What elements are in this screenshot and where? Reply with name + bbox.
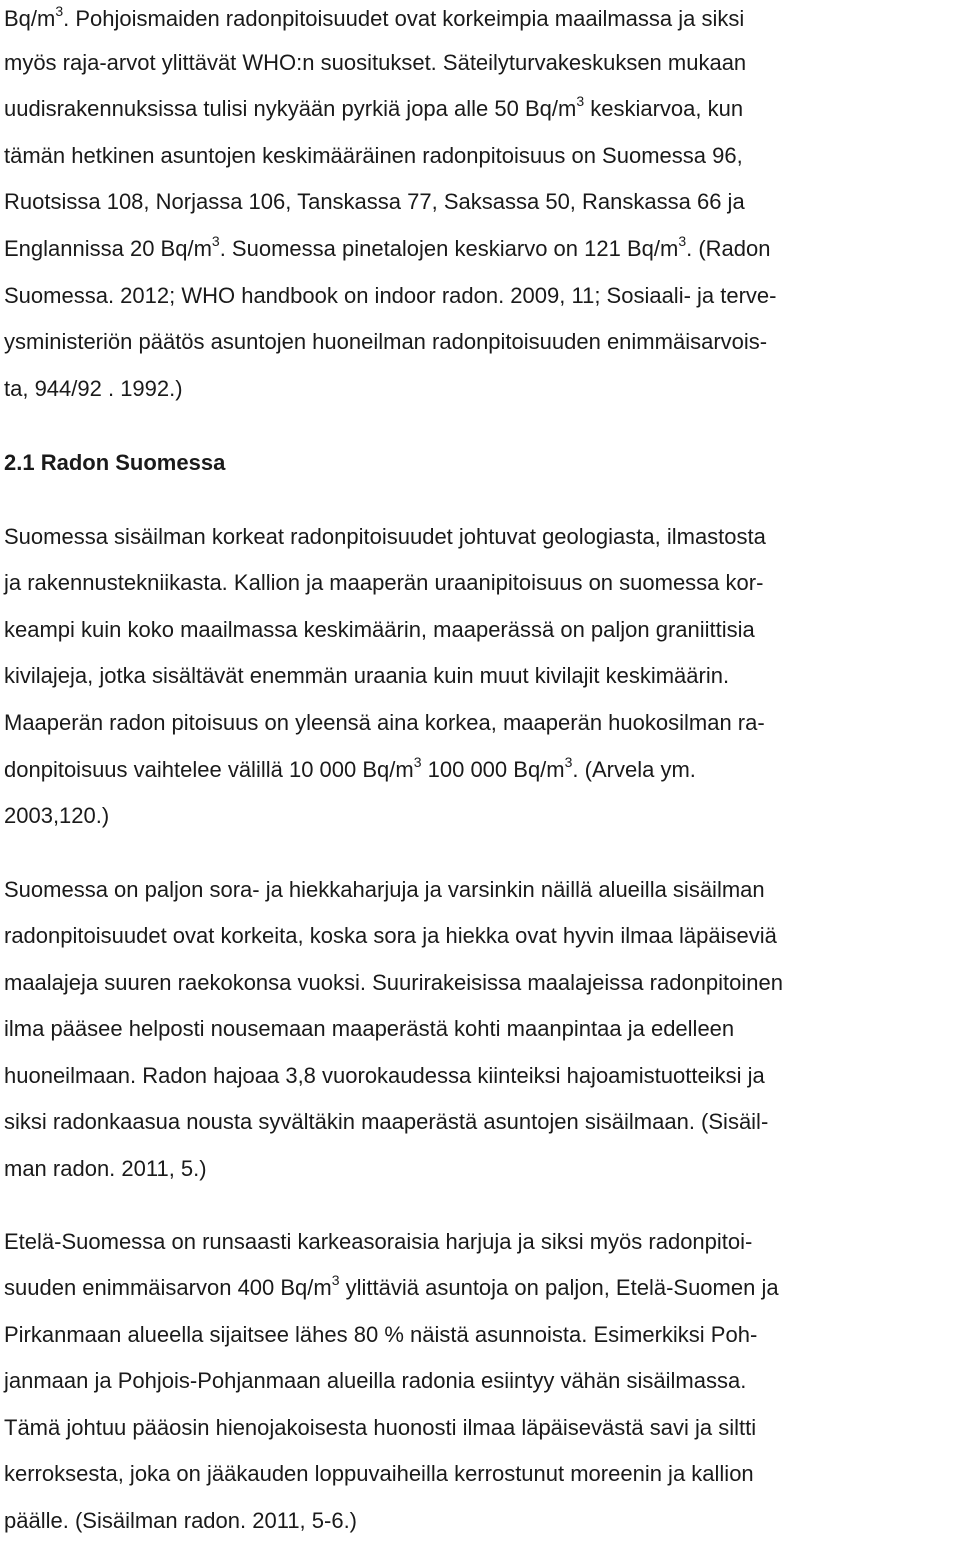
text-line [4,867,765,913]
text-span: kivilajeja, jotka sisältävät enemmän uraania kuin muut kivilajit keskimäärin. [4,663,730,688]
text-line [4,1358,746,1404]
superscript: 3 [413,753,422,770]
text-line [4,1053,765,1099]
text-span: . Pohjoismaiden radonpitoisuudet ovat korkeimpia maailmassa ja siksi [63,6,745,31]
text-line [4,133,743,179]
text-span: Bq/m [4,6,56,31]
text-span: Suomessa. 2012; WHO handbook on indoor radon. 2009, 11; Sosiaali- ja terve- [4,283,777,308]
text-span: myös raja-arvot ylittävät WHO:n suositukset. Säteilyturvakeskuksen mukaan [4,50,747,75]
text-span: janmaan ja Pohjois-Pohjanmaan alueilla radonia esiintyy vähän sisäilmassa. [4,1368,747,1393]
text-span: keskiarvoa, kun [584,96,744,121]
text-line [4,1265,779,1311]
text-line [4,514,766,560]
text-line [4,560,763,606]
text-line [4,226,771,272]
text-span: Maaperän radon pitoisuus on yleensä aina korkea, maaperän huokosilman ra- [4,710,765,735]
text-span: ilma pääsee helposti nousemaan maaperästä kohti maanpintaa ja edelleen [4,1016,735,1041]
text-span: Pirkanmaan alueella sijaitsee lähes 80 % näistä asunnoista. Esimerkiksi Poh- [4,1322,758,1347]
text-span: man radon. 2011, 5.) [4,1156,207,1181]
text-span: siksi radonkaasua nousta syvältäkin maaperästä asuntojen sisäilmaan. (Sisäil- [4,1109,769,1134]
text-line [4,913,777,959]
text-span: radonpitoisuudet ovat korkeita, koska sora ja hiekka ovat hyvin ilmaa läpäiseviä [4,923,777,948]
text-span: maalajeja suuren raekokonsa vuoksi. Suurirakeisissa maalajeissa radonpitoinen [4,970,783,995]
superscript: 3 [55,2,64,19]
text-span: ylittäviä asuntoja on paljon, Etelä-Suomen ja [339,1275,779,1300]
text-line [4,700,765,746]
text-span: suuden enimmäisarvon 400 Bq/m [4,1275,332,1300]
text-span: huoneilmaan. Radon hajoaa 3,8 vuorokaudessa kiinteiksi hajoamistuotteiksi ja [4,1063,765,1088]
text-span: Englannissa 20 Bq/m [4,236,212,261]
text-line [4,179,745,225]
text-line [4,960,783,1006]
text-span: 2003,120.) [4,803,110,828]
text-line [4,273,777,319]
text-line [4,0,744,42]
text-line [4,1405,756,1451]
text-span: tämän hetkinen asuntojen keskimääräinen radonpitoisuus on Suomessa 96, [4,143,743,168]
text-span: kerroksesta, joka on jääkauden loppuvaiheilla kerrostunut moreenin ja kallion [4,1461,754,1486]
text-span: . (Radon [686,236,771,261]
text-span: 100 000 Bq/m [421,757,565,782]
text-line [4,86,743,132]
text-span: donpitoisuus vaihtelee välillä 10 000 Bq/m [4,757,414,782]
text-span: ysministeriön päätös asuntojen huoneilman radonpitoisuuden enimmäisarvois- [4,329,768,354]
text-line [4,1146,207,1192]
text-span: uudisrakennuksissa tulisi nykyään pyrkiä jopa alle 50 Bq/m [4,96,577,121]
text-span: Etelä-Suomessa on runsaasti karkeasoraisia harjuja ja siksi myös radonpitoi- [4,1229,753,1254]
text-span: ja rakennustekniikasta. Kallion ja maaperän uraanipitoisuus on suomessa kor- [4,570,764,595]
text-span: keampi kuin koko maailmassa keskimäärin, maaperässä on paljon graniittisia [4,617,755,642]
text-span: Tämä johtuu pääosin hienojakoisesta huonosti ilmaa läpäisevästä savi ja siltti [4,1415,757,1440]
text-line [4,1498,357,1544]
text-line [4,319,767,365]
superscript: 3 [564,753,573,770]
text-line [4,1099,768,1145]
text-line [4,366,183,412]
text-span: . (Arvela ym. [572,757,696,782]
text-span: Ruotsissa 108, Norjassa 106, Tanskassa 77, Saksassa 50, Ranskassa 66 ja [4,189,745,214]
text-line [4,793,109,839]
text-line [4,1219,752,1265]
text-line [4,607,755,653]
text-span: ta, 944/92 . 1992.) [4,376,183,401]
text-line [4,40,746,86]
text-line [4,653,729,699]
text-span: Suomessa sisäilman korkeat radonpitoisuudet johtuvat geologiasta, ilmastosta [4,524,766,549]
text-span: Suomessa on paljon sora- ja hiekkaharjuja ja varsinkin näillä alueilla sisäilman [4,877,765,902]
superscript: 3 [678,232,687,249]
superscript: 3 [211,232,220,249]
section-heading: 2.1 Radon Suomessa [4,450,226,475]
text-span: . Suomessa pinetalojen keskiarvo on 121 Bq/m [219,236,679,261]
superscript: 3 [576,92,585,109]
superscript: 3 [331,1271,340,1288]
text-line [4,747,696,793]
text-span: päälle. (Sisäilman radon. 2011, 5-6.) [4,1508,358,1533]
text-line [4,1312,757,1358]
text-line [4,1006,734,1052]
text-line [4,1451,754,1497]
